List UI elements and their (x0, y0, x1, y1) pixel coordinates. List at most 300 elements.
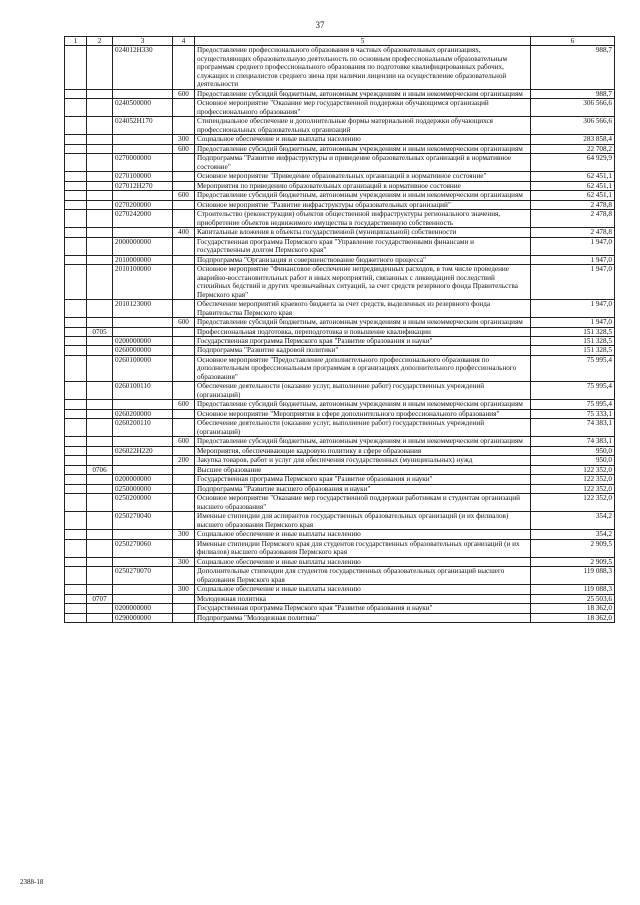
description-cell: Строительство (реконструкция) объектов общественной инфраструктуры регионального значения, приобретение объектов недвижимого имущества в государственную собственность (195, 210, 531, 228)
description-cell: Предоставление субсидий бюджетным, автономным учреждениям и иным некоммерческим организациям (195, 191, 531, 200)
section-code-cell (87, 400, 113, 409)
table-row (65, 228, 615, 237)
expense-type-cell: 600 (173, 89, 195, 98)
description-cell: Социальное обеспечение и иные выплаты населению (195, 557, 531, 566)
amount-cell: 122 352,0 (531, 465, 615, 474)
expense-type-cell: 600 (173, 400, 195, 409)
amount-cell: 74 383,1 (531, 419, 615, 437)
description-cell: Государственная программа Пермского края "Развитие образования и науки" (195, 604, 531, 613)
section-code-cell (87, 154, 113, 172)
table-row (65, 567, 615, 585)
col1-cell (65, 210, 87, 228)
expense-type-cell: 300 (173, 530, 195, 539)
description-cell: Основное мероприятие "Финансовое обеспечение непредвиденных расходов, в том числе проведение аварийно-восстановительных работ и иных мероприятий, связанных с ликвидацией последствий стихийных бедствий и других чрезвычайных ситуаций, за счет средств резервного фонда Правительства Пермского края" (195, 265, 531, 300)
expense-type-cell: 600 (173, 144, 195, 153)
amount-cell: 2 478,8 (531, 228, 615, 237)
amount-cell: 988,7 (531, 89, 615, 98)
description-cell: Подпрограмма "Организация и совершенствование бюджетного процесса" (195, 255, 531, 264)
table-row (65, 475, 615, 484)
table-row (65, 265, 615, 300)
target-code-cell (113, 557, 173, 566)
col1-cell (65, 382, 87, 400)
target-code-cell: 2010000000 (113, 255, 173, 264)
section-code-cell (87, 200, 113, 209)
expense-type-cell (173, 567, 195, 585)
expense-type-cell (173, 154, 195, 172)
table-header-row (65, 37, 615, 46)
table-row (65, 456, 615, 465)
target-code-cell: 027012Н270 (113, 181, 173, 190)
col1-cell (65, 400, 87, 409)
description-cell: Именные стипендии Пермского края для студентов государственных образовательных организаций (и их филиалов) высшего образования Пермского края (195, 539, 531, 557)
section-code-cell (87, 265, 113, 300)
col1-cell (65, 89, 87, 98)
description-cell: Социальное обеспечение и иные выплаты населению (195, 530, 531, 539)
section-code-cell (87, 355, 113, 381)
expense-type-cell: 400 (173, 228, 195, 237)
table-row (65, 539, 615, 557)
expense-type-cell: 200 (173, 456, 195, 465)
amount-cell: 1 947,0 (531, 265, 615, 300)
col1-cell (65, 355, 87, 381)
col1-cell (65, 46, 87, 89)
section-code-cell: 0706 (87, 465, 113, 474)
target-code-cell (113, 144, 173, 153)
expense-type-cell (173, 300, 195, 318)
col1-cell (65, 446, 87, 455)
amount-cell: 119 088,3 (531, 585, 615, 594)
table-row (65, 557, 615, 566)
section-code-cell (87, 456, 113, 465)
expense-type-cell (173, 594, 195, 603)
expense-type-cell (173, 382, 195, 400)
target-code-cell: 0200000000 (113, 475, 173, 484)
table-row (65, 117, 615, 135)
description-cell: Предоставление субсидий бюджетным, автономным учреждениям и иным некоммерческим организациям (195, 144, 531, 153)
header-cell-3: 3 (113, 37, 173, 46)
table-row (65, 46, 615, 89)
section-code-cell (87, 210, 113, 228)
description-cell: Государственная программа Пермского края "Управление государственными финансами и государственным долгом Пермского края" (195, 237, 531, 255)
target-code-cell: 2000000000 (113, 237, 173, 255)
col1-cell (65, 237, 87, 255)
target-code-cell (113, 456, 173, 465)
amount-cell: 122 352,0 (531, 484, 615, 493)
table-row (65, 530, 615, 539)
amount-cell: 1 947,0 (531, 255, 615, 264)
expense-type-cell (173, 419, 195, 437)
table-row (65, 181, 615, 190)
expense-type-cell (173, 255, 195, 264)
section-code-cell (87, 89, 113, 98)
header-cell-6: 6 (531, 37, 615, 46)
target-code-cell (113, 530, 173, 539)
table-row (65, 255, 615, 264)
description-cell: Социальное обеспечение и иные выплаты населению (195, 135, 531, 144)
amount-cell: 151 328,5 (531, 336, 615, 345)
table-row (65, 99, 615, 117)
description-cell: Основное мероприятие "Предоставление дополнительного профессионального образования по дополнительным профессиональным программам в организациях дополнительного профессионального образования" (195, 355, 531, 381)
description-cell: Государственная программа Пермского края "Развитие образования и науки" (195, 336, 531, 345)
table-row (65, 144, 615, 153)
page-number: 37 (315, 20, 325, 30)
amount-cell: 988,7 (531, 46, 615, 89)
amount-cell: 74 383,1 (531, 437, 615, 446)
table-row (65, 409, 615, 418)
table-row (65, 200, 615, 209)
description-cell: Подпрограмма "Развитие кадровой политики" (195, 346, 531, 355)
col1-cell (65, 567, 87, 585)
target-code-cell: 0290000000 (113, 613, 173, 622)
section-code-cell (87, 172, 113, 181)
expense-type-cell (173, 465, 195, 474)
description-cell: Основное мероприятие "Развитие инфраструктуры образовательных организаций" (195, 200, 531, 209)
target-code-cell: 026022Н220 (113, 446, 173, 455)
amount-cell: 950,0 (531, 456, 615, 465)
table-row (65, 585, 615, 594)
description-cell: Обеспечение деятельности (оказание услуг, выполнение работ) государственных учреждений (организаций) (195, 419, 531, 437)
target-code-cell: 2010100000 (113, 265, 173, 300)
target-code-cell: 0250270040 (113, 512, 173, 530)
amount-cell: 2 478,8 (531, 210, 615, 228)
section-code-cell (87, 419, 113, 437)
col1-cell (65, 144, 87, 153)
col1-cell (65, 191, 87, 200)
section-code-cell (87, 46, 113, 89)
table-row (65, 318, 615, 327)
col1-cell (65, 585, 87, 594)
expense-type-cell: 300 (173, 135, 195, 144)
col1-cell (65, 437, 87, 446)
amount-cell: 18 362,0 (531, 613, 615, 622)
target-code-cell: 0270242000 (113, 210, 173, 228)
description-cell: Подпрограмма "Развитие инфраструктуры и приведение образовательных организаций в нормативное состояние" (195, 154, 531, 172)
col1-cell (65, 200, 87, 209)
expense-type-cell (173, 475, 195, 484)
col1-cell (65, 613, 87, 622)
description-cell: Закупка товаров, работ и услуг для обеспечения государственных (муниципальных) нужд (195, 456, 531, 465)
amount-cell: 18 362,0 (531, 604, 615, 613)
table-row (65, 135, 615, 144)
col1-cell (65, 99, 87, 117)
description-cell: Мероприятия по приведению образовательных организаций в нормативное состояние (195, 181, 531, 190)
target-code-cell (113, 437, 173, 446)
expense-type-cell (173, 604, 195, 613)
expense-type-cell (173, 117, 195, 135)
section-code-cell (87, 613, 113, 622)
expense-type-cell (173, 613, 195, 622)
table-row (65, 419, 615, 437)
table-row (65, 336, 615, 345)
expense-type-cell (173, 200, 195, 209)
target-code-cell: 0260200110 (113, 419, 173, 437)
section-code-cell (87, 135, 113, 144)
col1-cell (65, 336, 87, 345)
table-row (65, 172, 615, 181)
target-code-cell (113, 89, 173, 98)
target-code-cell: 0250000000 (113, 484, 173, 493)
col1-cell (65, 557, 87, 566)
section-code-cell (87, 557, 113, 566)
col1-cell (65, 154, 87, 172)
expense-type-cell (173, 99, 195, 117)
header-cell-4: 4 (173, 37, 195, 46)
expense-type-cell (173, 494, 195, 512)
amount-cell: 122 352,0 (531, 475, 615, 484)
table-row (65, 484, 615, 493)
description-cell: Высшее образование (195, 465, 531, 474)
amount-cell: 1 947,0 (531, 237, 615, 255)
section-code-cell (87, 512, 113, 530)
section-code-cell (87, 585, 113, 594)
expense-type-cell: 600 (173, 437, 195, 446)
col1-cell (65, 475, 87, 484)
section-code-cell (87, 336, 113, 345)
amount-cell: 119 088,3 (531, 567, 615, 585)
amount-cell: 2 478,8 (531, 200, 615, 209)
target-code-cell: 0200000000 (113, 604, 173, 613)
target-code-cell (113, 318, 173, 327)
target-code-cell (113, 585, 173, 594)
section-code-cell (87, 99, 113, 117)
section-code-cell (87, 382, 113, 400)
target-code-cell: 0260100110 (113, 382, 173, 400)
col1-cell (65, 409, 87, 418)
section-code-cell (87, 117, 113, 135)
target-code-cell: 0250270060 (113, 539, 173, 557)
table-row (65, 89, 615, 98)
col1-cell (65, 300, 87, 318)
col1-cell (65, 494, 87, 512)
section-code-cell (87, 494, 113, 512)
col1-cell (65, 484, 87, 493)
col1-cell (65, 228, 87, 237)
table-row (65, 300, 615, 318)
target-code-cell: 024052Н170 (113, 117, 173, 135)
description-cell: Социальное обеспечение и иные выплаты населению (195, 585, 531, 594)
section-code-cell (87, 437, 113, 446)
target-code-cell (113, 327, 173, 336)
col1-cell (65, 594, 87, 603)
expense-type-cell (173, 539, 195, 557)
footer-document-code: 2388-18 (20, 878, 44, 886)
col1-cell (65, 181, 87, 190)
col1-cell (65, 117, 87, 135)
budget-table (64, 36, 615, 623)
description-cell: Обеспечение деятельности (оказание услуг, выполнение работ) государственных учреждений (организаций) (195, 382, 531, 400)
expense-type-cell: 600 (173, 318, 195, 327)
table-row (65, 512, 615, 530)
description-cell: Молодежная политика (195, 594, 531, 603)
target-code-cell: 0240500000 (113, 99, 173, 117)
table-row (65, 613, 615, 622)
expense-type-cell (173, 265, 195, 300)
target-code-cell (113, 191, 173, 200)
target-code-cell: 0260200000 (113, 409, 173, 418)
target-code-cell (113, 228, 173, 237)
table-row (65, 437, 615, 446)
amount-cell: 950,0 (531, 446, 615, 455)
table-row (65, 494, 615, 512)
col1-cell (65, 539, 87, 557)
amount-cell: 122 352,0 (531, 494, 615, 512)
col1-cell (65, 327, 87, 336)
expense-type-cell (173, 346, 195, 355)
amount-cell: 62 451,1 (531, 181, 615, 190)
amount-cell: 354,2 (531, 512, 615, 530)
table-row (65, 400, 615, 409)
section-code-cell (87, 255, 113, 264)
description-cell: Основное мероприятие "Оказание мер государственной поддержки обучающимся организаций профессионального образования" (195, 99, 531, 117)
section-code-cell: 0707 (87, 594, 113, 603)
target-code-cell: 2010123000 (113, 300, 173, 318)
description-cell: Предоставление профессионального образования в частных образовательных организациях, осуществляющих образовательную деятельность по основным профессиональным образовательным программам среднего профессионального образования по подготовке квалифицированных рабочих, служащих и специалистов среднего звена при наличии лицензии на осуществление образовательной деятельности (195, 46, 531, 89)
target-code-cell: 0250200000 (113, 494, 173, 512)
table-row (65, 210, 615, 228)
description-cell: Государственная программа Пермского края "Развитие образования и науки" (195, 475, 531, 484)
expense-type-cell (173, 336, 195, 345)
target-code-cell (113, 400, 173, 409)
expense-type-cell: 300 (173, 557, 195, 566)
section-code-cell (87, 191, 113, 200)
table-row (65, 355, 615, 381)
target-code-cell: 0200000000 (113, 336, 173, 345)
target-code-cell: 0270100000 (113, 172, 173, 181)
col1-cell (65, 465, 87, 474)
expense-type-cell: 600 (173, 191, 195, 200)
amount-cell: 75 995,4 (531, 400, 615, 409)
col1-cell (65, 346, 87, 355)
target-code-cell (113, 594, 173, 603)
description-cell: Подпрограмма "Развитие высшего образования и науки" (195, 484, 531, 493)
table-row (65, 237, 615, 255)
amount-cell: 283 858,4 (531, 135, 615, 144)
target-code-cell: 024012Н330 (113, 46, 173, 89)
section-code-cell (87, 530, 113, 539)
section-code-cell (87, 475, 113, 484)
col1-cell (65, 135, 87, 144)
expense-type-cell (173, 181, 195, 190)
section-code-cell (87, 446, 113, 455)
section-code-cell (87, 300, 113, 318)
col1-cell (65, 512, 87, 530)
col1-cell (65, 604, 87, 613)
header-cell-5: 5 (195, 37, 531, 46)
amount-cell: 22 708,2 (531, 144, 615, 153)
description-cell: Дополнительные стипендии для студентов государственных образовательных организаций высшего образования Пермского края (195, 567, 531, 585)
amount-cell: 2 909,5 (531, 557, 615, 566)
section-code-cell (87, 237, 113, 255)
target-code-cell: 0250270070 (113, 567, 173, 585)
expense-type-cell (173, 237, 195, 255)
amount-cell: 75 995,4 (531, 382, 615, 400)
section-code-cell (87, 318, 113, 327)
col1-cell (65, 255, 87, 264)
table-row (65, 604, 615, 613)
expense-type-cell (173, 46, 195, 89)
col1-cell (65, 318, 87, 327)
expense-type-cell (173, 210, 195, 228)
target-code-cell: 0260000000 (113, 346, 173, 355)
target-code-cell: 0260100000 (113, 355, 173, 381)
section-code-cell (87, 567, 113, 585)
header-cell-1: 1 (65, 37, 87, 46)
table-row (65, 327, 615, 336)
expense-type-cell: 300 (173, 585, 195, 594)
amount-cell: 25 503,6 (531, 594, 615, 603)
target-code-cell (113, 135, 173, 144)
description-cell: Мероприятия, обеспечивающие кадровую политику в сфере образования (195, 446, 531, 455)
target-code-cell: 0270000000 (113, 154, 173, 172)
section-code-cell (87, 604, 113, 613)
description-cell: Основное мероприятие "Мероприятия в сфере дополнительного профессионального образования" (195, 409, 531, 418)
col1-cell (65, 530, 87, 539)
header-cell-2: 2 (87, 37, 113, 46)
description-cell: Предоставление субсидий бюджетным, автономным учреждениям и иным некоммерческим организациям (195, 400, 531, 409)
section-code-cell (87, 228, 113, 237)
amount-cell: 151 328,5 (531, 346, 615, 355)
expense-type-cell (173, 512, 195, 530)
section-code-cell (87, 346, 113, 355)
description-cell: Профессиональная подготовка, переподготовка и повышение квалификации (195, 327, 531, 336)
amount-cell: 75 333,1 (531, 409, 615, 418)
expense-type-cell (173, 446, 195, 455)
description-cell: Именные стипендии для аспирантов государственных образовательных организаций (и их филиалов) высшего образования Пермского края (195, 512, 531, 530)
description-cell: Подпрограмма "Молодежная политика" (195, 613, 531, 622)
section-code-cell (87, 181, 113, 190)
section-code-cell (87, 144, 113, 153)
expense-type-cell (173, 355, 195, 381)
col1-cell (65, 265, 87, 300)
description-cell: Капитальные вложения в объекты государственной (муниципальной) собственности (195, 228, 531, 237)
section-code-cell (87, 484, 113, 493)
expense-type-cell (173, 327, 195, 336)
description-cell: Предоставление субсидий бюджетным, автономным учреждениям и иным некоммерческим организациям (195, 437, 531, 446)
amount-cell: 354,2 (531, 530, 615, 539)
table-row (65, 382, 615, 400)
amount-cell: 62 451,1 (531, 191, 615, 200)
amount-cell: 306 566,6 (531, 117, 615, 135)
section-code-cell (87, 409, 113, 418)
table-row (65, 154, 615, 172)
target-code-cell (113, 465, 173, 474)
expense-type-cell (173, 484, 195, 493)
description-cell: Основное мероприятие "Приведение образовательных организаций в нормативное состояние" (195, 172, 531, 181)
description-cell: Стипендиальное обеспечение и дополнительные формы материальной поддержки обучающихся профессиональных образовательных организаций (195, 117, 531, 135)
col1-cell (65, 456, 87, 465)
expense-type-cell (173, 172, 195, 181)
description-cell: Предоставление субсидий бюджетным, автономным учреждениям и иным некоммерческим организациям (195, 89, 531, 98)
amount-cell: 64 929,9 (531, 154, 615, 172)
col1-cell (65, 172, 87, 181)
amount-cell: 75 995,4 (531, 355, 615, 381)
table-row (65, 594, 615, 603)
amount-cell: 1 947,0 (531, 300, 615, 318)
table-row (65, 446, 615, 455)
section-code-cell (87, 539, 113, 557)
section-code-cell: 0705 (87, 327, 113, 336)
table-row (65, 346, 615, 355)
amount-cell: 151 328,5 (531, 327, 615, 336)
amount-cell: 62 451,1 (531, 172, 615, 181)
description-cell: Предоставление субсидий бюджетным, автономным учреждениям и иным некоммерческим организациям (195, 318, 531, 327)
amount-cell: 1 947,0 (531, 318, 615, 327)
expense-type-cell (173, 409, 195, 418)
description-cell: Обеспечение мероприятий краевого бюджета за счет средств, выделенных из резервного фонда Правительства Пермского края (195, 300, 531, 318)
table-row (65, 191, 615, 200)
amount-cell: 2 909,5 (531, 539, 615, 557)
amount-cell: 306 566,6 (531, 99, 615, 117)
